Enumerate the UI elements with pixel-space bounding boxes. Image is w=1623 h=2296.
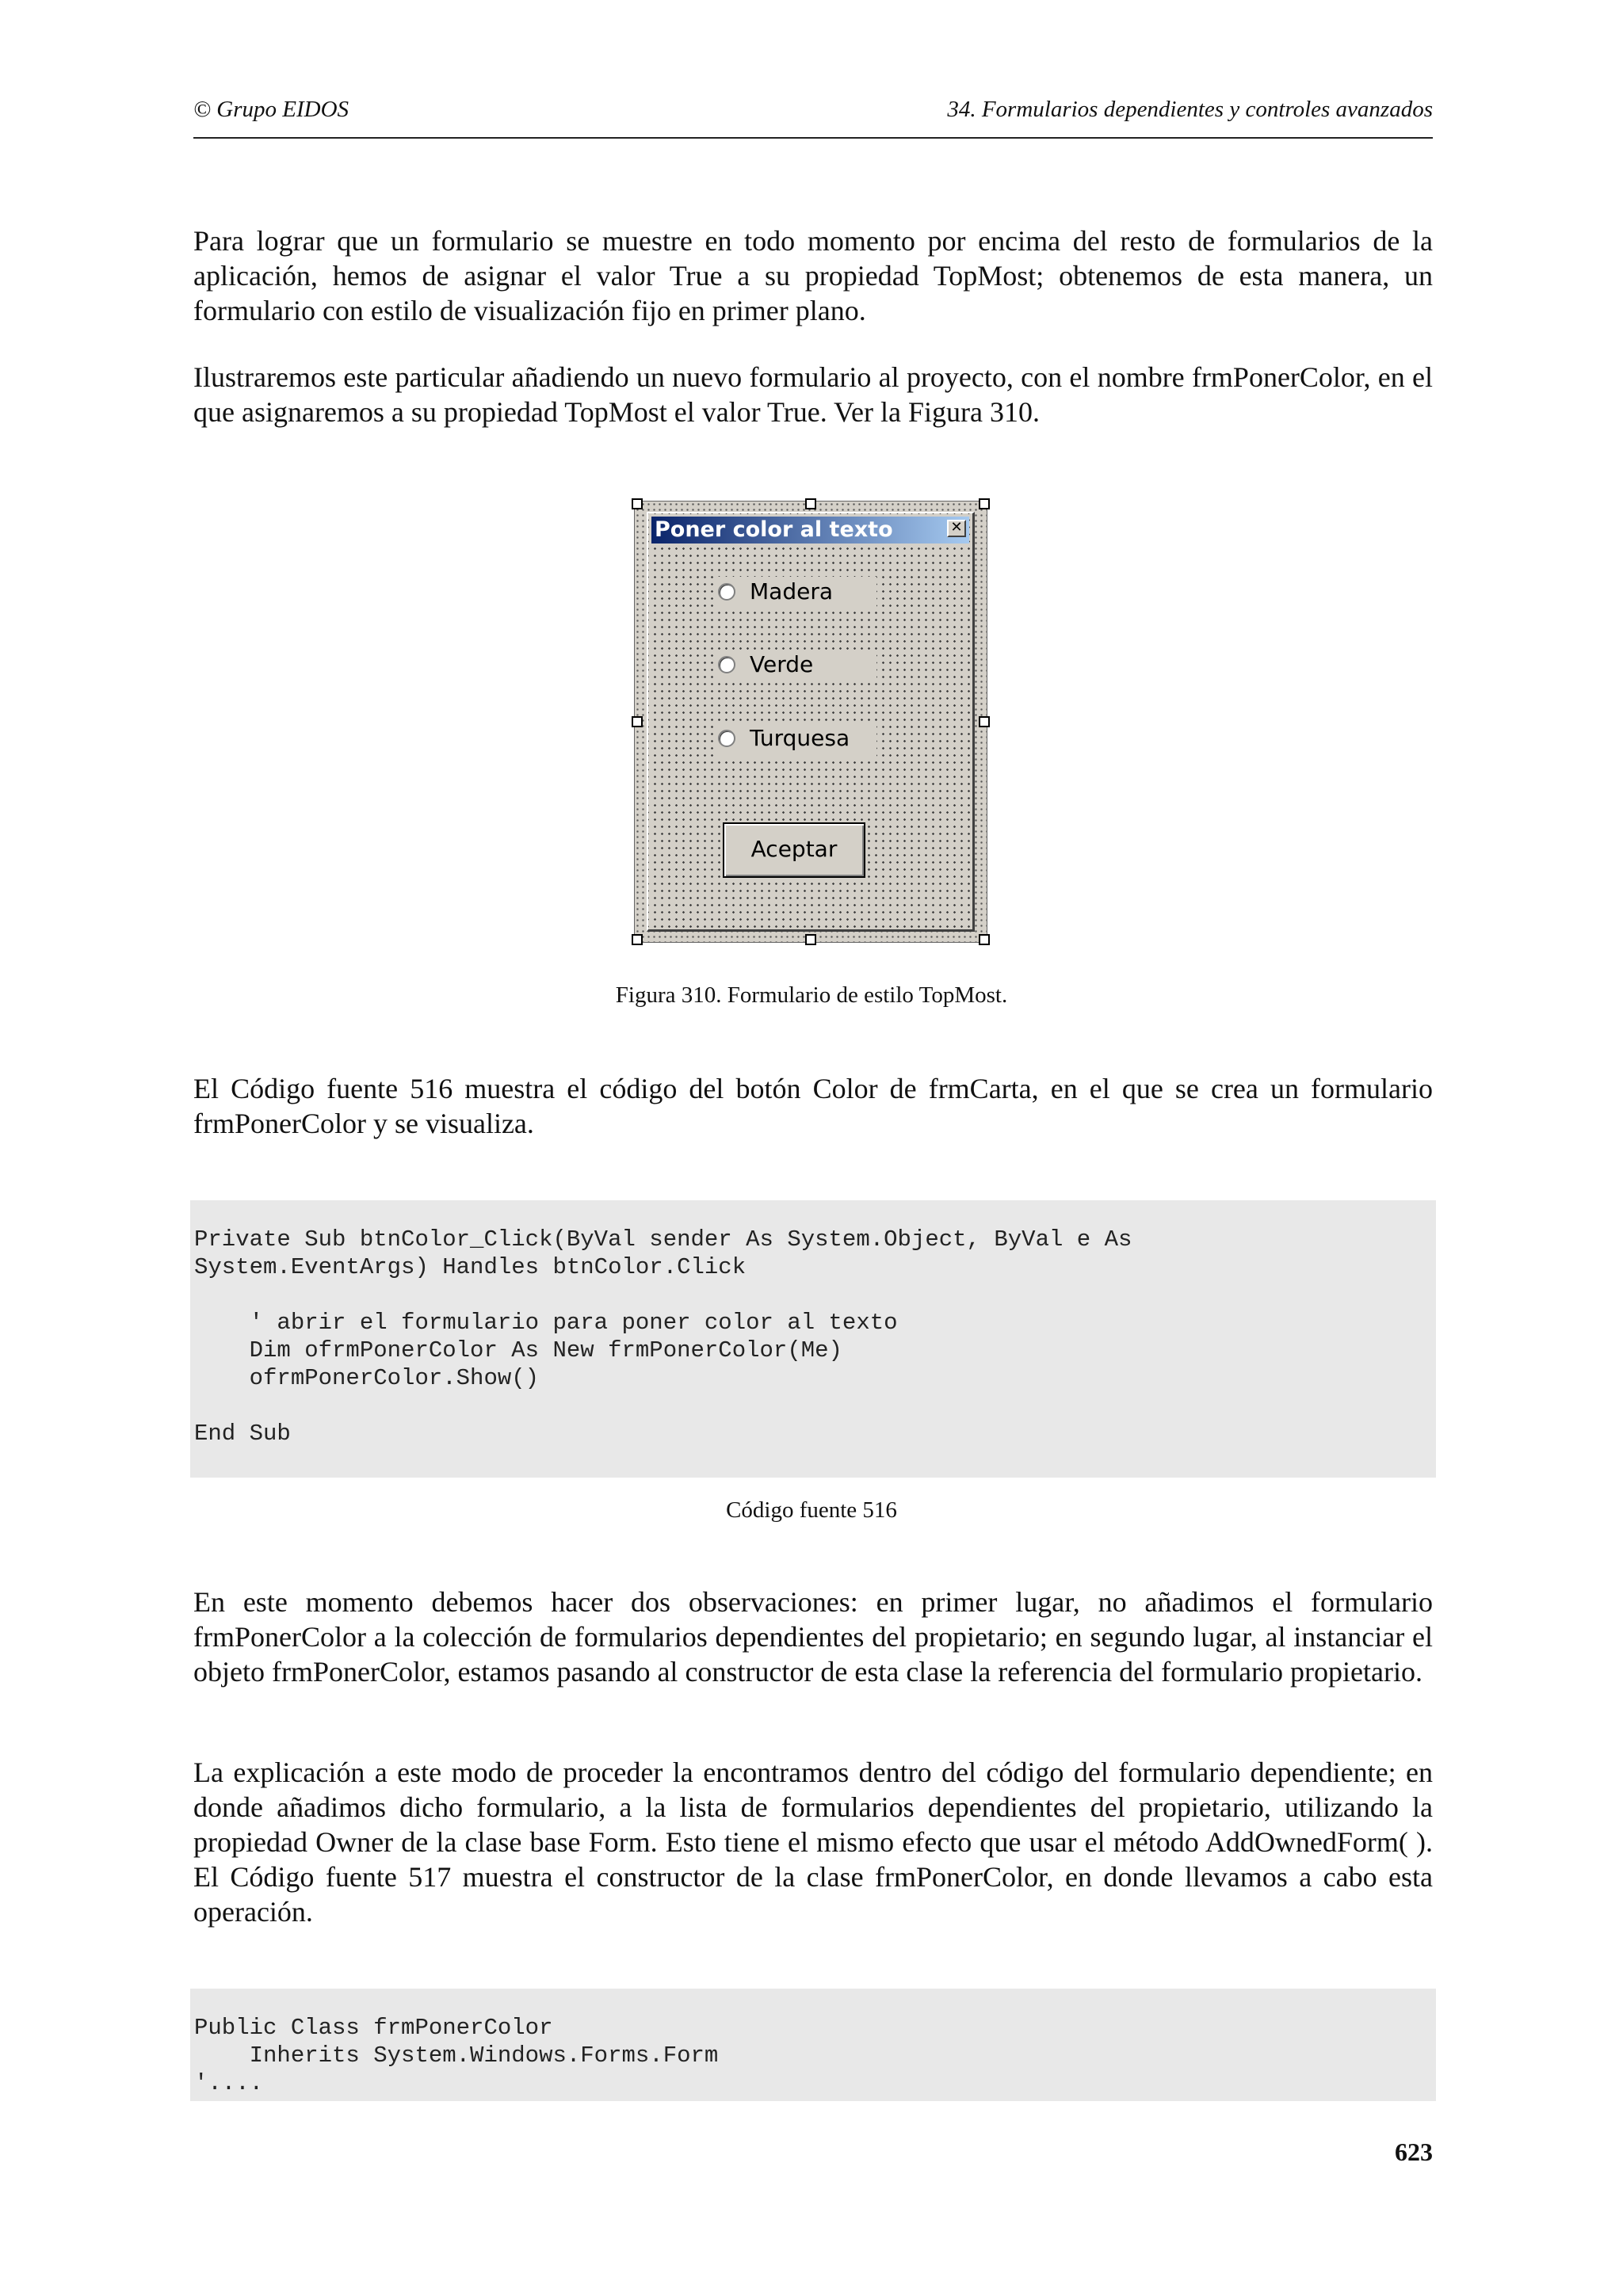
resize-handle-top-right[interactable] — [979, 498, 990, 509]
resize-handle-left[interactable] — [632, 716, 643, 727]
radio-label: Turquesa — [750, 725, 850, 751]
resize-handle-top-left[interactable] — [632, 498, 643, 509]
radio-turquesa[interactable] — [718, 723, 876, 757]
code-block-517: Public Class frmPonerColor Inherits System.Windows.Forms.Form '.... — [190, 1989, 1436, 2101]
resize-handle-top[interactable] — [805, 498, 816, 509]
paragraph-2: Ilustraremos este particular añadiendo un nuevo formulario al proyecto, con el nombre frmPonerColor, en el que asignaremos a su propiedad TopMost el valor True. Ver la Figura 310. — [193, 361, 1433, 428]
radio-circle-icon — [718, 583, 735, 601]
radio-circle-icon — [718, 656, 735, 673]
radio-verde[interactable] — [718, 650, 876, 683]
figure-caption: Figura 310. Formulario de estilo TopMost. — [615, 982, 1008, 1008]
running-header-right: 34. Formularios dependientes y controles avanzados — [947, 97, 1433, 122]
resize-handle-bottom-left[interactable] — [632, 934, 643, 945]
form-title: Poner color al texto — [655, 517, 893, 542]
paragraph-3: El Código fuente 516 muestra el código del botón Color de frmCarta, en el que se crea un formulario frmPonerColor y se visualiza. — [193, 1073, 1433, 1139]
code-caption-516: Código fuente 516 — [726, 1497, 897, 1523]
radio-circle-icon — [718, 730, 735, 747]
resize-handle-bottom[interactable] — [805, 934, 816, 945]
radio-madera[interactable] — [718, 577, 876, 610]
paragraph-1: Para lograr que un formulario se muestre en todo momento por encima del resto de formularios de la aplicación, hemos de asignar el valor True a su propiedad TopMost; obtenemos de esta manera, un formulario con estilo de visualización fijo en primer plano. — [193, 225, 1433, 326]
close-icon[interactable]: ✕ — [947, 520, 966, 537]
resize-handle-bottom-right[interactable] — [979, 934, 990, 945]
paragraph-4: En este momento debemos hacer dos observaciones: en primer lugar, no añadimos el formulario frmPonerColor a la colección de formularios dependientes del propietario; en segundo lugar, al instanciar el objeto frmPonerColor, estamos pasando al constructor de esta clase la referencia del formulario propietario. — [193, 1586, 1433, 1688]
form-window — [647, 512, 975, 932]
radio-label: Verde — [750, 651, 814, 677]
paragraph-5: La explicación a este modo de proceder la encontramos dentro del código del formulario dependiente; en donde añadimos dicho formulario, a la lista de formularios dependientes del propietario, utilizando la propiedad Owner de la clase base Form. Esto tiene el mismo efecto que usar el método AddOwnedForm( ). El Código fuente 517 muestra el constructor de la clase frmPonerColor, en donde llevamos a cabo esta operación. — [193, 1756, 1433, 1928]
resize-handle-right[interactable] — [979, 716, 990, 727]
code-block-516: Private Sub btnColor_Click(ByVal sender As System.Object, ByVal e As System.EventArgs) Handles btnColor.Click ' abrir el formulario para poner color al texto Dim ofrmPonerColor As New frmPonerColor(Me) ofrmPonerColor.Show() End Sub — [190, 1200, 1436, 1478]
accept-button[interactable]: Aceptar — [723, 822, 865, 878]
running-header-left: © Grupo EIDOS — [193, 97, 349, 122]
figure-form-designer — [634, 501, 987, 943]
page-number: 623 — [1395, 2138, 1433, 2166]
header-rule — [193, 137, 1433, 139]
radio-label: Madera — [750, 578, 833, 605]
form-titlebar — [651, 517, 969, 543]
